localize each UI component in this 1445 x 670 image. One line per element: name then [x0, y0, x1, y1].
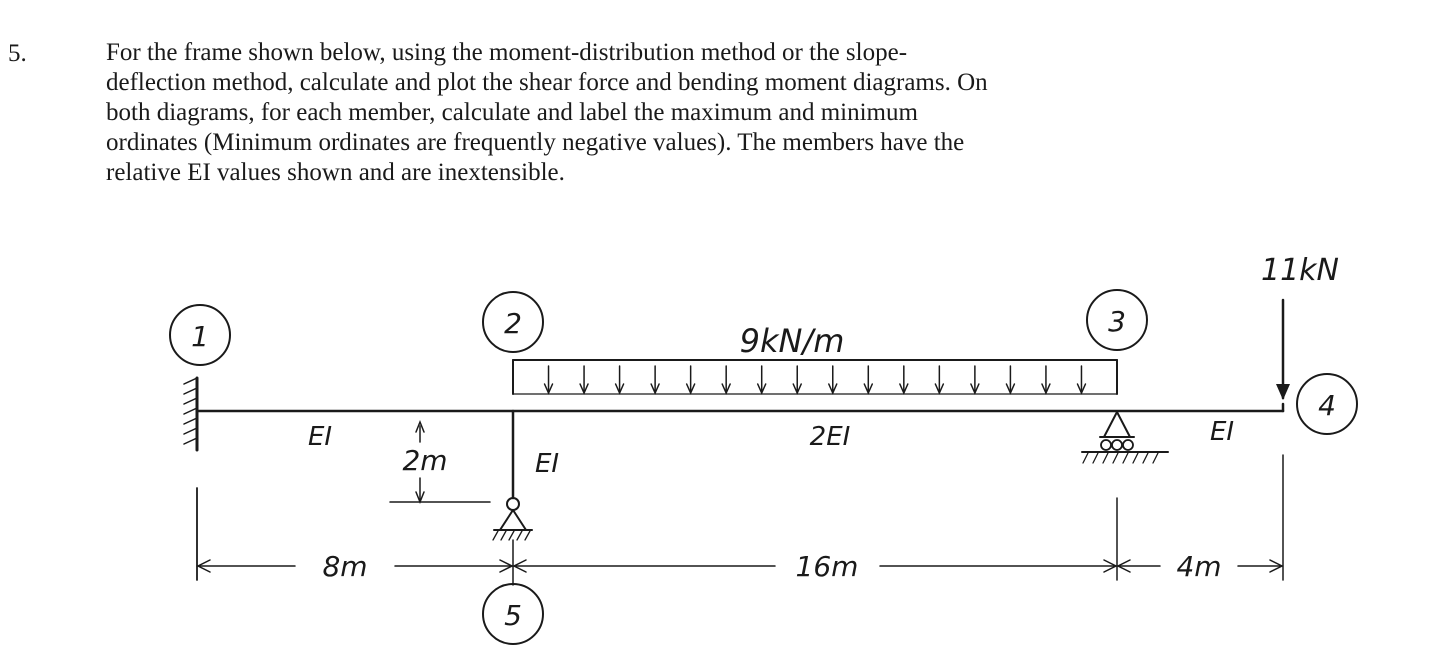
fixed-support-icon — [184, 378, 197, 450]
member-23-ei-label: 2EI — [809, 422, 851, 452]
load-arrow-icon — [687, 366, 695, 393]
problem-line: both diagrams, for each member, calculate and label the maximum and minimum — [106, 99, 918, 126]
dimension-8m-label: 8m — [322, 550, 368, 583]
node-3-label: 3 — [1108, 305, 1126, 338]
load-arrow-icon — [545, 366, 553, 393]
load-arrow-icon — [651, 366, 659, 393]
problem-line: deflection method, calculate and plot the shear force and bending moment diagrams. On — [106, 69, 988, 96]
problem-line: relative EI values shown and are inextensible. — [106, 159, 565, 186]
load-arrow-icon — [864, 366, 872, 393]
load-arrow-icon — [616, 366, 624, 393]
dimension-16m-label: 16m — [795, 550, 859, 583]
member-25-ei-label: EI — [534, 449, 560, 479]
problem-line: ordinates (Minimum ordinates are frequently negative values). The members have the — [106, 129, 965, 156]
distributed-load — [513, 360, 1117, 394]
distributed-load-label: 9kN/m — [739, 322, 845, 360]
node-2-label: 2 — [504, 307, 522, 340]
point-load-label: 11kN — [1261, 253, 1339, 288]
node-5-label: 5 — [504, 599, 522, 632]
load-arrow-icon — [1042, 366, 1050, 393]
member-12-ei-label: EI — [307, 422, 333, 452]
load-arrow-icon — [900, 366, 908, 393]
load-arrow-icon — [1077, 366, 1085, 393]
member-34-ei-label: EI — [1209, 417, 1235, 447]
load-arrow-icon — [1006, 366, 1014, 393]
node-1-label: 1 — [191, 320, 209, 353]
dimension-2m-label: 2m — [402, 444, 448, 477]
load-arrow-icon — [829, 366, 837, 393]
problem-number: 5. — [8, 40, 27, 67]
load-arrow-icon — [758, 366, 766, 393]
load-arrow-icon — [935, 366, 943, 393]
dimension-4m-label: 4m — [1176, 550, 1222, 583]
node-4-label: 4 — [1318, 389, 1336, 422]
load-arrow-icon — [722, 366, 730, 393]
point-load-arrow-icon — [1276, 300, 1290, 400]
roller-support-icon — [1082, 412, 1168, 463]
problem-line: For the frame shown below, using the moment-distribution method or the slope- — [106, 39, 908, 66]
load-arrow-icon — [971, 366, 979, 393]
load-arrow-icon — [793, 366, 801, 393]
load-arrow-icon — [580, 366, 588, 393]
load-arrows — [545, 366, 1086, 393]
